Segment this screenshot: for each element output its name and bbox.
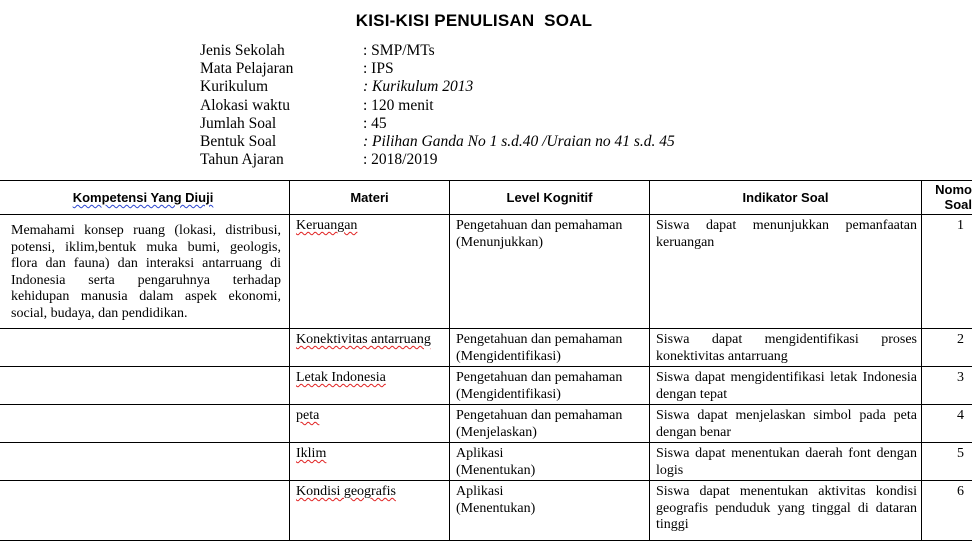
info-label: Mata Pelajaran [200, 60, 363, 78]
table-row [0, 367, 972, 405]
document-title: KISI-KISI PENULISAN SOAL [0, 11, 948, 31]
nomor-cell: 6 [922, 481, 972, 541]
nomor-cell: 4 [922, 405, 972, 443]
materi-cell: Konektivitas antarruang [290, 329, 450, 367]
materi-cell: peta [290, 405, 450, 443]
nomor-cell: 3 [922, 367, 972, 405]
table-row [0, 215, 972, 329]
nomor-cell: 5 [922, 443, 972, 481]
info-label: Kurikulum [200, 78, 363, 96]
indikator-cell: Siswa dapat mengidentifikasi letak Indonesia dengan tepat [650, 367, 922, 405]
kisi-kisi-table [0, 180, 972, 541]
level-cell: Aplikasi (Menentukan) [450, 481, 650, 541]
materi-cell: Kondisi geografis [290, 481, 450, 541]
info-label: Tahun Ajaran [200, 151, 363, 169]
competency-cell [0, 443, 290, 481]
indikator-cell: Siswa dapat menunjukkan pemanfaatan keruangan [650, 215, 922, 329]
info-value: : 120 menit [363, 97, 434, 114]
competency-cell [0, 329, 290, 367]
info-row [200, 78, 675, 96]
materi-cell: Iklim [290, 443, 450, 481]
info-value: : Pilihan Ganda No 1 s.d.40 /Uraian no 41 s.d. 45 [363, 133, 675, 150]
info-value: : IPS [363, 60, 394, 77]
level-cell: Pengetahuan dan pemahaman (Menjelaskan) [450, 405, 650, 443]
competency-cell [0, 481, 290, 541]
table-header-row [0, 181, 972, 215]
info-row [200, 60, 675, 78]
info-row [200, 151, 675, 169]
indikator-cell: Siswa dapat mengidentifikasi proses konektivitas antarruang [650, 329, 922, 367]
info-row [200, 97, 675, 115]
header-materi: Materi [290, 181, 450, 215]
info-label: Jenis Sekolah [200, 42, 363, 60]
info-label: Jumlah Soal [200, 115, 363, 133]
competency-cell: Memahami konsep ruang (lokasi, distribusi, potensi, iklim,bentuk muka bumi, geologis, flora dan fauna) dan interaksi antarruang di Indonesia serta pengaruhnya terhadap kehidupan manusia dalam aspek ekonomi, social, budaya, dan pendidikan. [0, 215, 290, 329]
indikator-cell: Siswa dapat menentukan aktivitas kondisi geografis penduduk yang tinggal di dataran tinggi [650, 481, 922, 541]
competency-cell [0, 405, 290, 443]
nomor-cell: 2 [922, 329, 972, 367]
header-kompetensi: Kompetensi Yang Diuji [0, 181, 290, 215]
info-block [200, 42, 675, 169]
table-row [0, 443, 972, 481]
info-label: Bentuk Soal [200, 133, 363, 151]
info-value: : Kurikulum 2013 [363, 78, 473, 95]
header-nomor-line1: Nomo [922, 182, 972, 197]
table-row [0, 481, 972, 541]
materi-cell: Letak Indonesia [290, 367, 450, 405]
info-value: : 2018/2019 [363, 151, 438, 168]
competency-cell [0, 367, 290, 405]
indikator-cell: Siswa dapat menjelaskan simbol pada peta dengan benar [650, 405, 922, 443]
level-cell: Pengetahuan dan pemahaman (Mengidentifikasi) [450, 367, 650, 405]
indikator-cell: Siswa dapat menentukan daerah font dengan logis [650, 443, 922, 481]
level-cell: Aplikasi (Menentukan) [450, 443, 650, 481]
info-label: Alokasi waktu [200, 97, 363, 115]
nomor-cell: 1 [922, 215, 972, 329]
info-row [200, 115, 675, 133]
materi-cell: Keruangan [290, 215, 450, 329]
header-nomor [922, 181, 972, 215]
info-value: : 45 [363, 115, 387, 132]
table-row [0, 329, 972, 367]
header-level: Level Kognitif [450, 181, 650, 215]
level-cell: Pengetahuan dan pemahaman (Mengidentifikasi) [450, 329, 650, 367]
info-value: : SMP/MTs [363, 42, 435, 59]
level-cell: Pengetahuan dan pemahaman (Menunjukkan) [450, 215, 650, 329]
header-nomor-line2: Soal [922, 197, 972, 212]
table-row [0, 405, 972, 443]
header-indikator: Indikator Soal [650, 181, 922, 215]
info-row [200, 133, 675, 151]
info-row [200, 42, 675, 60]
